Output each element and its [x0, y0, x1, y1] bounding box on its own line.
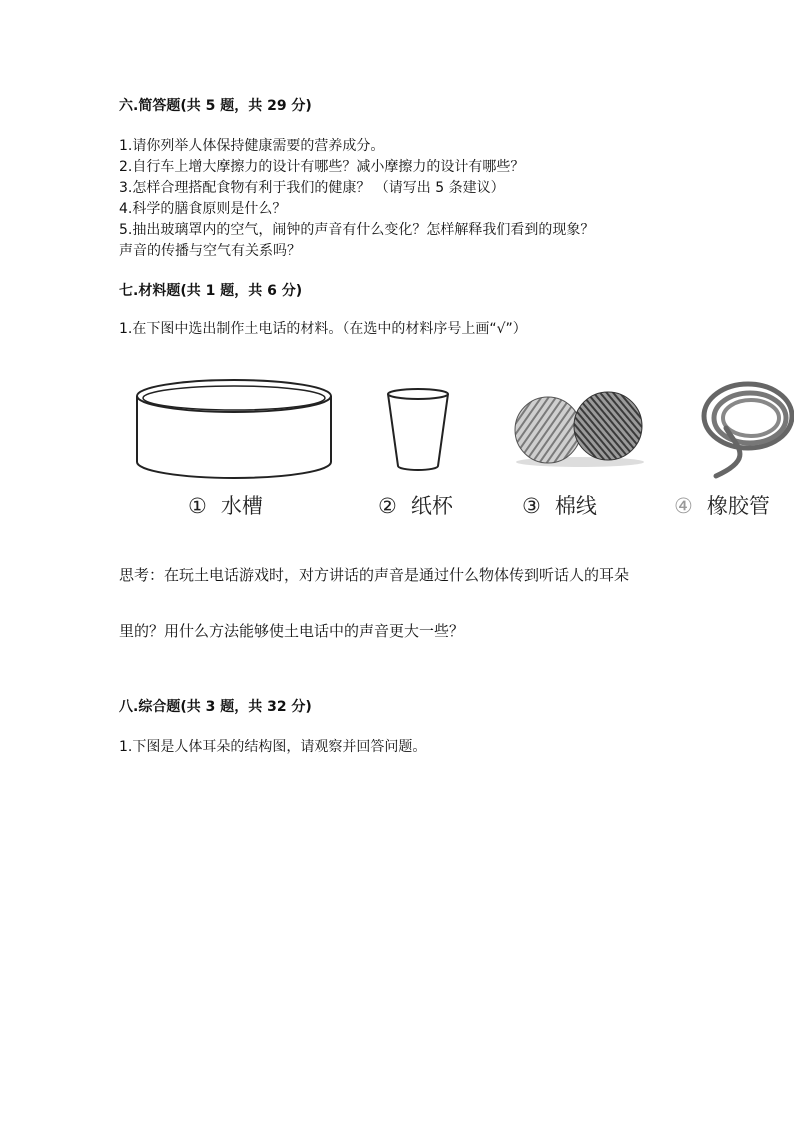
- material-caption-2: [378, 492, 453, 520]
- section6-question-3: 3.怎样合理搭配食物有利于我们的健康？ （请写出 5 条建议）: [119, 180, 505, 196]
- section6-question-2: 2.自行车上增大摩擦力的设计有哪些？减小摩擦力的设计有哪些？: [119, 159, 525, 175]
- cotton-yarn-image: [510, 388, 650, 468]
- section6-question-4: 4.科学的膳食原则是什么？: [119, 201, 287, 217]
- material-label-1: 水槽: [220, 494, 263, 518]
- material-caption-1: [188, 492, 263, 520]
- paper-cup-image: [384, 386, 454, 472]
- material-caption-3: [522, 492, 597, 520]
- material-number-3: ③: [522, 494, 541, 518]
- section6-question-5-cont: 声音的传播与空气有关系吗？: [119, 243, 301, 259]
- think-question-line2: 里的？用什么方法能够使土电话中的声音更大一些？: [119, 622, 465, 640]
- material-number-1: ①: [188, 494, 207, 518]
- material-caption-4: [674, 492, 770, 520]
- material-number-4: ④: [674, 494, 693, 518]
- section6-question-5: 5.抽出玻璃罩内的空气，闹钟的声音有什么变化？怎样解释我们看到的现象？: [119, 222, 595, 238]
- water-tank-image: [134, 376, 334, 480]
- material-label-3: 棉线: [554, 494, 597, 518]
- section6-question-1: 1.请你列举人体保持健康需要的营养成分。: [119, 138, 385, 154]
- material-label-4: 橡胶管: [706, 494, 770, 518]
- material-number-2: ②: [378, 494, 397, 518]
- section8-heading: 八.综合题(共 3 题，共 32 分): [119, 699, 312, 715]
- material-label-2: 纸杯: [410, 494, 453, 518]
- section8-question-1: 1.下图是人体耳朵的结构图，请观察并回答问题。: [119, 739, 427, 755]
- think-question-line1: 思考：在玩土电话游戏时，对方讲话的声音是通过什么物体传到听话人的耳朵: [119, 566, 630, 584]
- section7-heading: 七.材料题(共 1 题，共 6 分): [119, 283, 303, 299]
- rubber-tube-image: [696, 376, 794, 480]
- materials-figure: [118, 370, 794, 530]
- section7-question: 1.在下图中选出制作土电话的材料。（在选中的材料序号上画“√”）: [119, 321, 527, 337]
- section6-heading: 六.简答题(共 5 题，共 29 分): [119, 98, 312, 114]
